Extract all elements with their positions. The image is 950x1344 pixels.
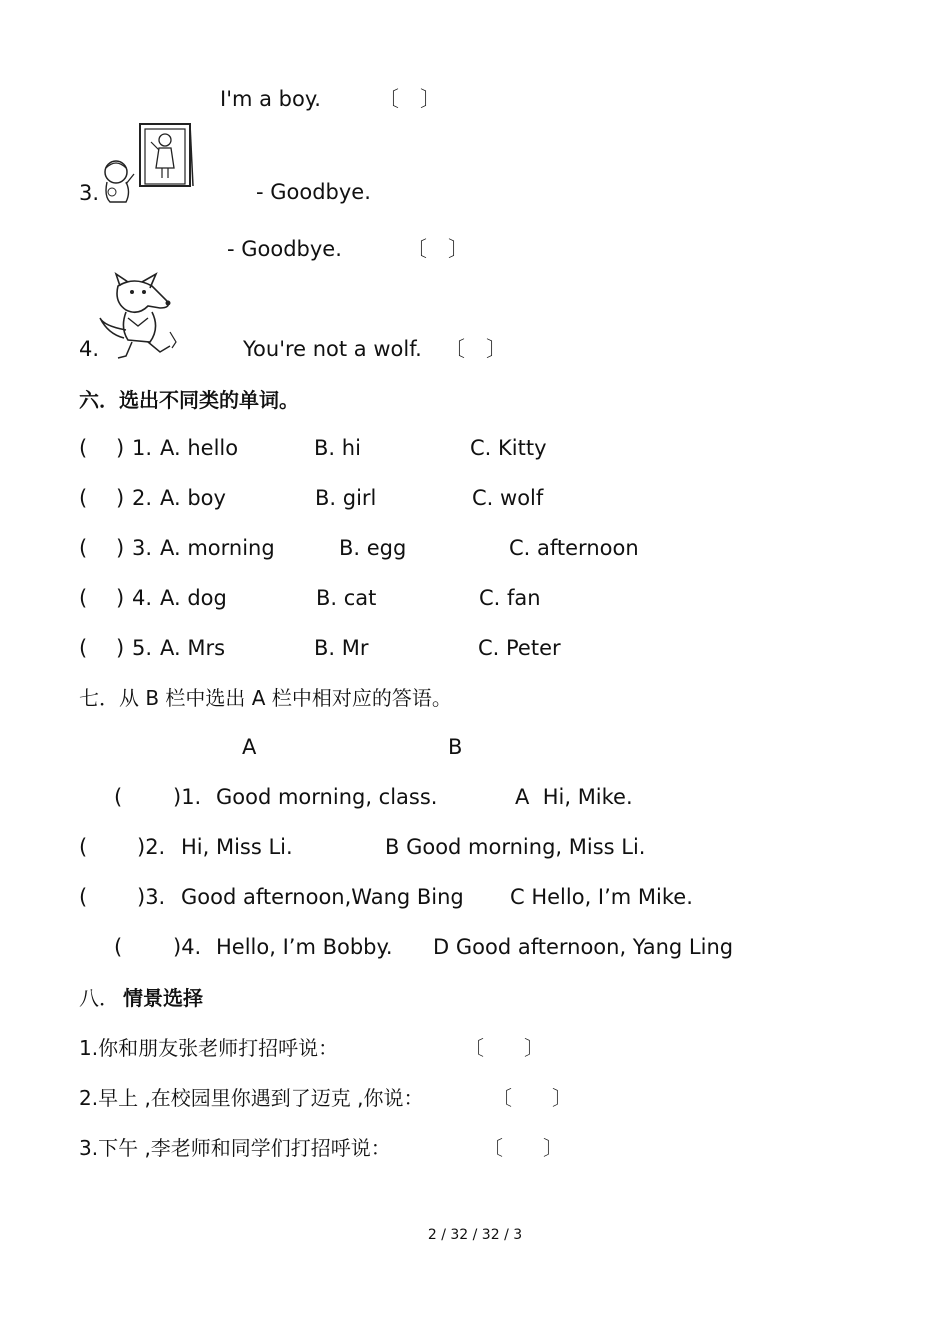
answer-paren-close: )4. xyxy=(173,935,202,959)
answer-paren-open[interactable]: ( xyxy=(79,835,88,859)
answer-paren-close: ) xyxy=(116,536,125,560)
situation-question: 3.下午 ,李老师和同学们打招呼说： xyxy=(79,1136,391,1160)
q3-answer-bracket[interactable]: 〔 〕 xyxy=(406,237,469,261)
option-c: C. Kitty xyxy=(470,436,547,460)
answer-paren-open[interactable]: ( xyxy=(79,586,88,610)
answer-paren-open[interactable]: ( xyxy=(114,785,123,809)
page-number: 2 / 32 / 32 / 3 xyxy=(427,1227,523,1243)
column-a-header: A xyxy=(242,735,257,759)
answer-paren-close: ) xyxy=(116,436,125,460)
q4-sentence: You're not a wolf. xyxy=(243,337,422,361)
matching-question: Good afternoon,Wang Bing xyxy=(181,885,464,909)
answer-paren-open[interactable]: ( xyxy=(79,486,88,510)
question-number: 4. xyxy=(132,586,153,610)
matching-question: Hi, Miss Li. xyxy=(181,835,293,859)
answer-paren-close: )3. xyxy=(137,885,166,909)
section-8-title-prefix: 八． xyxy=(79,986,119,1010)
option-a: A. Mrs xyxy=(160,636,226,660)
question-number: 3. xyxy=(132,536,153,560)
matching-answer: B Good morning, Miss Li. xyxy=(385,835,646,859)
q3-number: 3. xyxy=(79,181,100,205)
q2-sentence: I'm a boy. xyxy=(220,87,321,111)
wolf-illustration xyxy=(98,272,182,360)
matching-question: Hello, I’m Bobby. xyxy=(216,935,393,959)
q2-answer-bracket[interactable]: 〔 〕 xyxy=(378,87,441,111)
q4-answer-bracket[interactable]: 〔 〕 xyxy=(444,337,507,361)
answer-bracket[interactable]: 〔 〕 xyxy=(464,1036,544,1060)
matching-answer: C Hello, I’m Mike. xyxy=(510,885,693,909)
section-8-title-text: 情景选择 xyxy=(123,986,203,1010)
answer-paren-open[interactable]: ( xyxy=(79,636,88,660)
answer-paren-close: ) xyxy=(116,636,125,660)
option-a: A. dog xyxy=(160,586,227,610)
answer-paren-close: ) xyxy=(116,586,125,610)
greeting-scene-illustration xyxy=(96,122,196,204)
answer-paren-close: ) xyxy=(116,486,125,510)
q3-line-2: - Goodbye. xyxy=(227,237,342,261)
answer-paren-open[interactable]: ( xyxy=(79,885,88,909)
answer-paren-open[interactable]: ( xyxy=(79,436,88,460)
option-b: B. cat xyxy=(316,586,377,610)
answer-paren-open[interactable]: ( xyxy=(114,935,123,959)
section-6-title: 六．选出不同类的单词。 xyxy=(79,388,299,412)
question-number: 2. xyxy=(132,486,153,510)
q3-line-1: - Goodbye. xyxy=(256,180,371,204)
answer-bracket[interactable]: 〔 〕 xyxy=(483,1136,563,1160)
column-b-header: B xyxy=(448,735,463,759)
situation-question: 1.你和朋友张老师打招呼说： xyxy=(79,1036,339,1060)
option-c: C. Peter xyxy=(478,636,561,660)
question-number: 1. xyxy=(132,436,153,460)
option-b: B. hi xyxy=(314,436,361,460)
answer-paren-close: )1. xyxy=(173,785,202,809)
answer-paren-close: )2. xyxy=(137,835,166,859)
option-b: B. girl xyxy=(315,486,377,510)
answer-paren-open[interactable]: ( xyxy=(79,536,88,560)
matching-answer: A Hi, Mike. xyxy=(515,785,633,809)
situation-question: 2.早上 ,在校园里你遇到了迈克 ,你说： xyxy=(79,1086,424,1110)
option-a: A. hello xyxy=(160,436,239,460)
q4-number: 4. xyxy=(79,337,100,361)
option-c: C. fan xyxy=(479,586,541,610)
section-7-title: 七．从 B 栏中选出 A 栏中相对应的答语。 xyxy=(79,686,452,710)
option-c: C. wolf xyxy=(472,486,544,510)
question-number: 5. xyxy=(132,636,153,660)
matching-question: Good morning, class. xyxy=(216,785,438,809)
option-c: C. afternoon xyxy=(509,536,639,560)
option-a: A. morning xyxy=(160,536,275,560)
option-b: B. Mr xyxy=(314,636,369,660)
answer-bracket[interactable]: 〔 〕 xyxy=(492,1086,572,1110)
option-b: B. egg xyxy=(339,536,407,560)
matching-answer: D Good afternoon, Yang Ling xyxy=(433,935,734,959)
option-a: A. boy xyxy=(160,486,226,510)
